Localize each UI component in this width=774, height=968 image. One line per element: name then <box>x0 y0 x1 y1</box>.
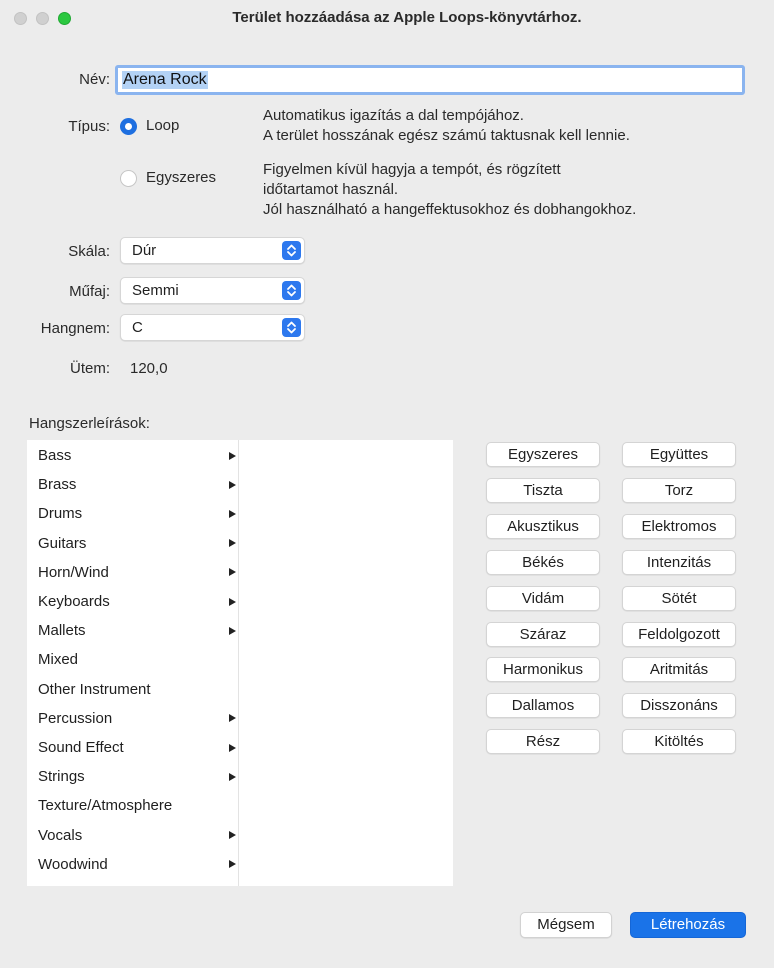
instrument-list-item[interactable]: Strings <box>38 768 85 786</box>
descriptor-button[interactable]: Vidám <box>486 586 600 611</box>
genre-select-value: Semmi <box>132 282 179 299</box>
scale-select-value: Dúr <box>132 242 157 259</box>
type-loop-desc-line: A terület hosszának egész számú taktusnak kell lennie. <box>263 127 630 144</box>
type-oneshot-desc-line: időtartamot használ. <box>263 181 399 198</box>
create-button[interactable]: Létrehozás <box>630 912 746 938</box>
scale-label: Skála: <box>68 243 110 260</box>
type-loop-description <box>263 106 630 146</box>
column-divider <box>238 440 239 886</box>
key-label: Hangnem: <box>40 320 110 337</box>
descriptor-button[interactable]: Aritmitás <box>622 657 736 682</box>
disclosure-triangle-icon <box>229 481 236 489</box>
genre-select[interactable] <box>120 277 305 304</box>
type-loop-desc-line: Automatikus igazítás a dal tempójához. <box>263 107 524 124</box>
key-select-value: C <box>132 319 143 336</box>
instrument-list-item[interactable]: Vocals <box>38 826 83 844</box>
scale-select[interactable] <box>120 237 305 264</box>
tempo-label: Ütem: <box>69 360 110 377</box>
key-select[interactable] <box>120 314 305 341</box>
instrument-list-item[interactable]: Texture/Atmosphere <box>38 797 173 815</box>
instrument-list-item[interactable]: Woodwind <box>38 855 108 873</box>
instrument-list-item[interactable]: Other Instrument <box>38 680 151 698</box>
instrument-list-item[interactable]: Guitars <box>38 534 87 552</box>
descriptor-button[interactable]: Száraz <box>486 622 600 647</box>
type-oneshot-desc-line: Jól használható a hangeffektusokhoz és dobhangokhoz. <box>263 201 637 218</box>
descriptor-button[interactable]: Intenzitás <box>622 550 736 575</box>
instrument-list-item[interactable]: Sound Effect <box>38 739 124 756</box>
type-option-oneshot-label: Egyszeres <box>146 169 217 186</box>
disclosure-triangle-icon <box>229 598 236 606</box>
instrument-list-item[interactable]: Brass <box>38 476 77 494</box>
type-radio-oneshot[interactable] <box>120 170 137 187</box>
descriptor-button[interactable]: Disszonáns <box>622 693 736 718</box>
title-bar <box>0 0 774 38</box>
descriptor-button[interactable]: Kitöltés <box>622 729 736 754</box>
descriptor-button[interactable]: Akusztikus <box>486 514 600 539</box>
descriptor-button[interactable]: Dallamos <box>486 693 600 718</box>
descriptor-button[interactable]: Elektromos <box>622 514 736 539</box>
instrument-list-item[interactable]: Bass <box>38 447 72 464</box>
type-option-loop-label: Loop <box>146 117 180 134</box>
chevron-up-down-icon <box>282 318 301 337</box>
descriptor-button[interactable]: Tiszta <box>486 478 600 503</box>
instrument-list-item[interactable]: Horn/Wind <box>38 563 109 581</box>
disclosure-triangle-icon <box>229 831 236 839</box>
instrument-list-item[interactable]: Keyboards <box>38 593 110 610</box>
descriptor-button[interactable]: Sötét <box>622 586 736 611</box>
instrument-list-item[interactable]: Mixed <box>38 651 79 669</box>
descriptor-button[interactable]: Feldolgozott <box>622 622 736 647</box>
name-input-value: Arena Rock <box>123 71 207 88</box>
tempo-value: 120,0 <box>130 360 168 377</box>
instrument-browser[interactable] <box>27 440 453 886</box>
type-radio-loop[interactable] <box>120 118 137 135</box>
cancel-button[interactable]: Mégsem <box>520 912 612 938</box>
type-oneshot-description <box>263 160 636 220</box>
instrument-list-item[interactable]: Drums <box>38 505 83 523</box>
type-label: Típus: <box>68 118 110 135</box>
descriptor-button[interactable]: Egyszeres <box>486 442 600 467</box>
disclosure-triangle-icon <box>229 568 236 576</box>
type-oneshot-desc-line: Figyelmen kívül hagyja a tempót, és rögzített <box>263 161 561 178</box>
disclosure-triangle-icon <box>229 773 236 781</box>
disclosure-triangle-icon <box>229 860 236 868</box>
instrument-list-item[interactable]: Percussion <box>38 709 113 727</box>
name-label: Név: <box>79 71 110 88</box>
chevron-up-down-icon <box>282 281 301 300</box>
descriptor-button[interactable]: Együttes <box>622 442 736 467</box>
name-input[interactable] <box>115 65 745 95</box>
disclosure-triangle-icon <box>229 539 236 547</box>
disclosure-triangle-icon <box>229 452 236 460</box>
instrument-list-item[interactable]: Mallets <box>38 622 86 640</box>
window-title: Terület hozzáadása az Apple Loops-könyvtárhoz. <box>232 9 582 26</box>
disclosure-triangle-icon <box>229 714 236 722</box>
genre-label: Műfaj: <box>69 283 110 300</box>
chevron-up-down-icon <box>282 241 301 260</box>
disclosure-triangle-icon <box>229 627 236 635</box>
descriptor-button[interactable]: Békés <box>486 550 600 575</box>
disclosure-triangle-icon <box>229 510 236 518</box>
descriptor-button[interactable]: Rész <box>486 729 600 754</box>
descriptor-button[interactable]: Harmonikus <box>486 657 600 682</box>
disclosure-triangle-icon <box>229 744 236 752</box>
descriptor-button[interactable]: Torz <box>622 478 736 503</box>
instruments-label: Hangszerleírások: <box>29 415 150 432</box>
